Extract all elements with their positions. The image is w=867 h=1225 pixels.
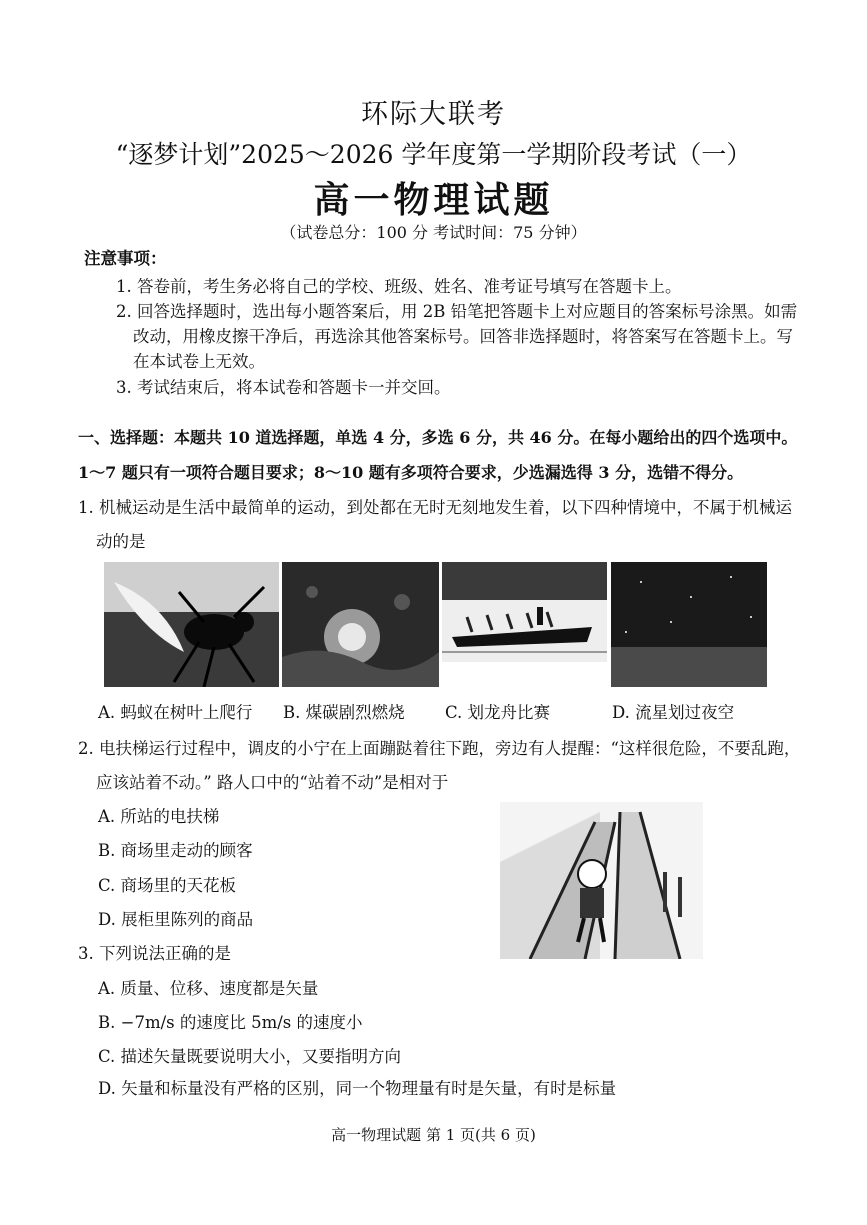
exam-info: （试卷总分：100 分 考试时间：75 分钟） — [280, 223, 587, 242]
dragon-boat-photo — [442, 562, 607, 662]
q3-option-d: D. 矢量和标量没有严格的区别，同一个物理量有时是矢量，有时是标量 — [98, 1079, 617, 1098]
burning-coal-photo — [282, 562, 439, 687]
exam-union-title: 环际大联考 — [361, 99, 506, 130]
q1-option-c: C. 划龙舟比赛 — [445, 703, 551, 722]
q2-stem: 应该站着不动。” 路人口中的“站着不动”是相对于 — [96, 773, 449, 792]
q3-stem: 3. 下列说法正确的是 — [78, 944, 231, 963]
page-title: 高一物理试题 — [313, 179, 554, 221]
q1-option-b: B. 煤碳剧烈燃烧 — [283, 703, 405, 722]
q1-stem: 1. 机械运动是生活中最简单的运动，到处都在无时无刻地发生着，以下四种情境中，不属于机械运 — [78, 498, 792, 517]
q3-option-c: C. 描述矢量既要说明大小，又要指明方向 — [98, 1047, 402, 1066]
q2-stem: 2. 电扶梯运行过程中，调皮的小宁在上面蹦跶着往下跑，旁边有人提醒：“这样很危险，不要乱跑， — [78, 739, 801, 758]
q1-option-a: A. 蚂蚁在树叶上爬行 — [98, 703, 253, 722]
note-item: 1. 答卷前，考生务必将自己的学校、班级、姓名、准考证号填写在答题卡上。 — [116, 277, 682, 296]
section-heading: 一、选择题：本题共 10 道选择题，单选 4 分，多选 6 分，共 46 分。在每小题给出的四个选项中。 — [78, 428, 798, 447]
escalator-illustration — [500, 802, 703, 959]
note-item: 在本试卷上无效。 — [133, 352, 265, 371]
note-item: 2. 回答选择题时，选出每小题答案后，用 2B 铅笔把答题卡上对应题目的答案标号涂黑。如需 — [116, 302, 798, 321]
exam-name: “逐梦计划”2025～2026 学年度第一学期阶段考试（一） — [115, 140, 752, 169]
note-item: 改动，用橡皮擦干净后，再选涂其他答案标号。回答非选择题时，将答案写在答题卡上。写 — [133, 327, 793, 346]
q2-option-b: B. 商场里走动的顾客 — [98, 841, 253, 860]
section-instructions: 1～7 题只有一项符合题目要求；8～10 题有多项符合要求，少选漏选得 3 分，选错不得分。 — [78, 463, 744, 482]
q3-option-b: B. −7m/s 的速度比 5m/s 的速度小 — [98, 1013, 363, 1032]
q2-option-c: C. 商场里的天花板 — [98, 876, 237, 895]
page-footer: 高一物理试题 第 1 页(共 6 页) — [331, 1126, 536, 1144]
ant-photo — [104, 562, 279, 687]
note-item: 3. 考试结束后，将本试卷和答题卡一并交回。 — [116, 378, 451, 397]
q1-stem: 动的是 — [96, 532, 146, 551]
meteor-night-photo — [611, 562, 767, 687]
notes-heading: 注意事项： — [84, 249, 167, 268]
q1-option-d: D. 流星划过夜空 — [612, 703, 735, 722]
q2-option-a: A. 所站的电扶梯 — [98, 807, 220, 826]
q2-option-d: D. 展柜里陈列的商品 — [98, 910, 254, 929]
q3-option-a: A. 质量、位移、速度都是矢量 — [98, 979, 319, 998]
